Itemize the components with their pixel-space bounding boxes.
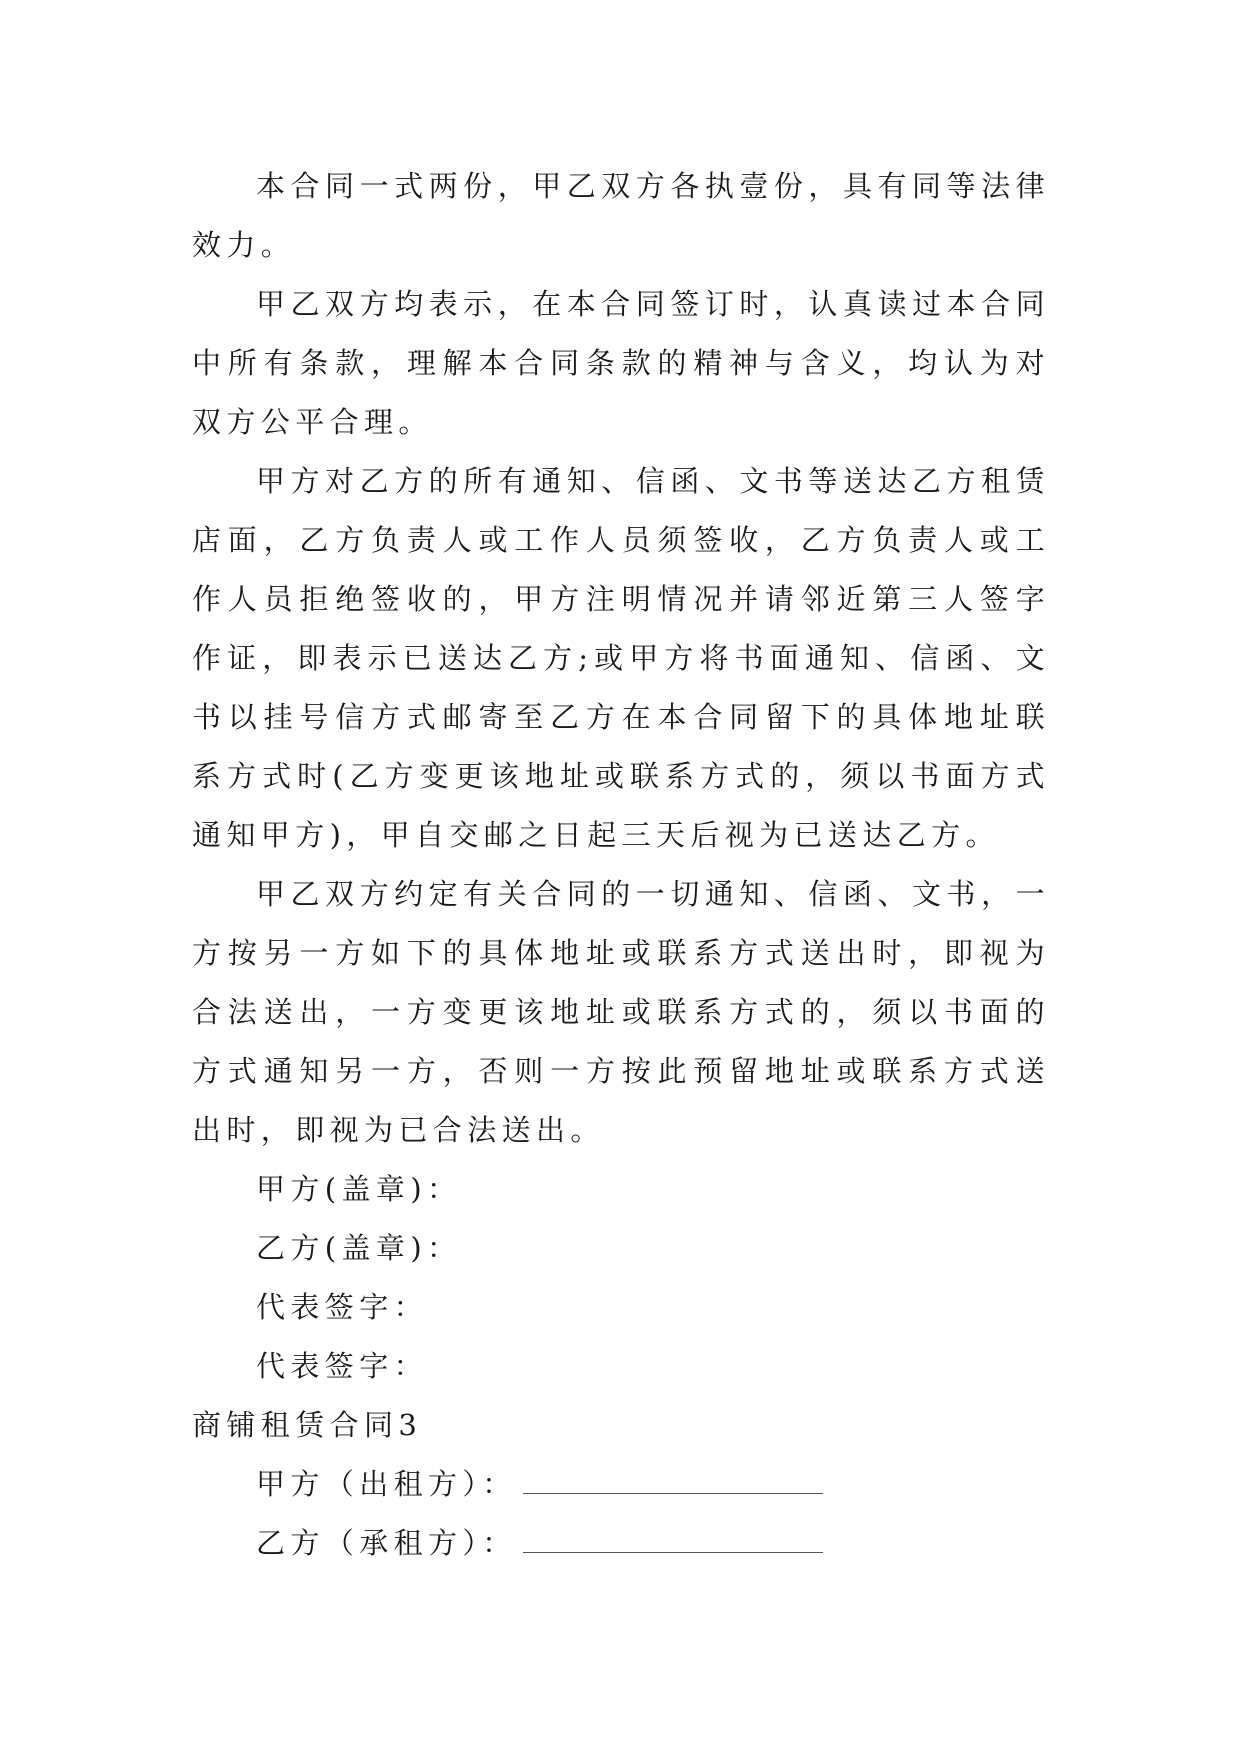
section-title: 商铺租赁合同3 [192,1408,423,1442]
lessor-blank [523,1471,823,1494]
lessee-line [192,1514,1050,1573]
paragraph-notice-delivery: 甲方对乙方的所有通知、信函、文书等送达乙方租赁店面，乙方负责人或工作人员须签收，乙方负责人或工作人员拒绝签收的，甲方注明情况并请邻近第三人签字作证，即表示已送达乙方;或甲方将书面通知、信函、文书以挂号信方式邮寄至乙方在本合同留下的具体地址联系方式时(乙方变更该地址或联系方式的，须以书面方式通知甲方)，甲自交邮之日起三天后视为已送达乙方。 [192,464,1050,852]
document-page [192,157,1050,1573]
party-b-seal-label: 乙方(盖章)： [256,1231,462,1265]
representative-signature-label-2: 代表签字： [256,1349,429,1383]
paragraph-acknowledgement: 甲乙双方均表示，在本合同签订时，认真读过本合同中所有条款，理解本合同条款的精神与含义，均认为对双方公平合理。 [192,287,1050,439]
paragraph-copies: 本合同一式两份，甲乙双方各执壹份，具有同等法律效力。 [192,169,1050,262]
lessee-blank [523,1530,823,1553]
lessor-label: 甲方（出租方）： [256,1467,517,1501]
party-a-seal-label: 甲方(盖章)： [256,1172,462,1206]
lessor-line [192,1455,1050,1514]
representative-signature-label-1: 代表签字： [256,1290,429,1324]
lessee-label: 乙方（承租方）： [256,1526,517,1560]
paragraph-contact-agreement: 甲乙双方约定有关合同的一切通知、信函、文书，一方按另一方如下的具体地址或联系方式送出时，即视为合法送出，一方变更该地址或联系方式的，须以书面的方式通知另一方，否则一方按此预留地址或联系方式送出时，即视为已合法送出。 [192,877,1050,1147]
